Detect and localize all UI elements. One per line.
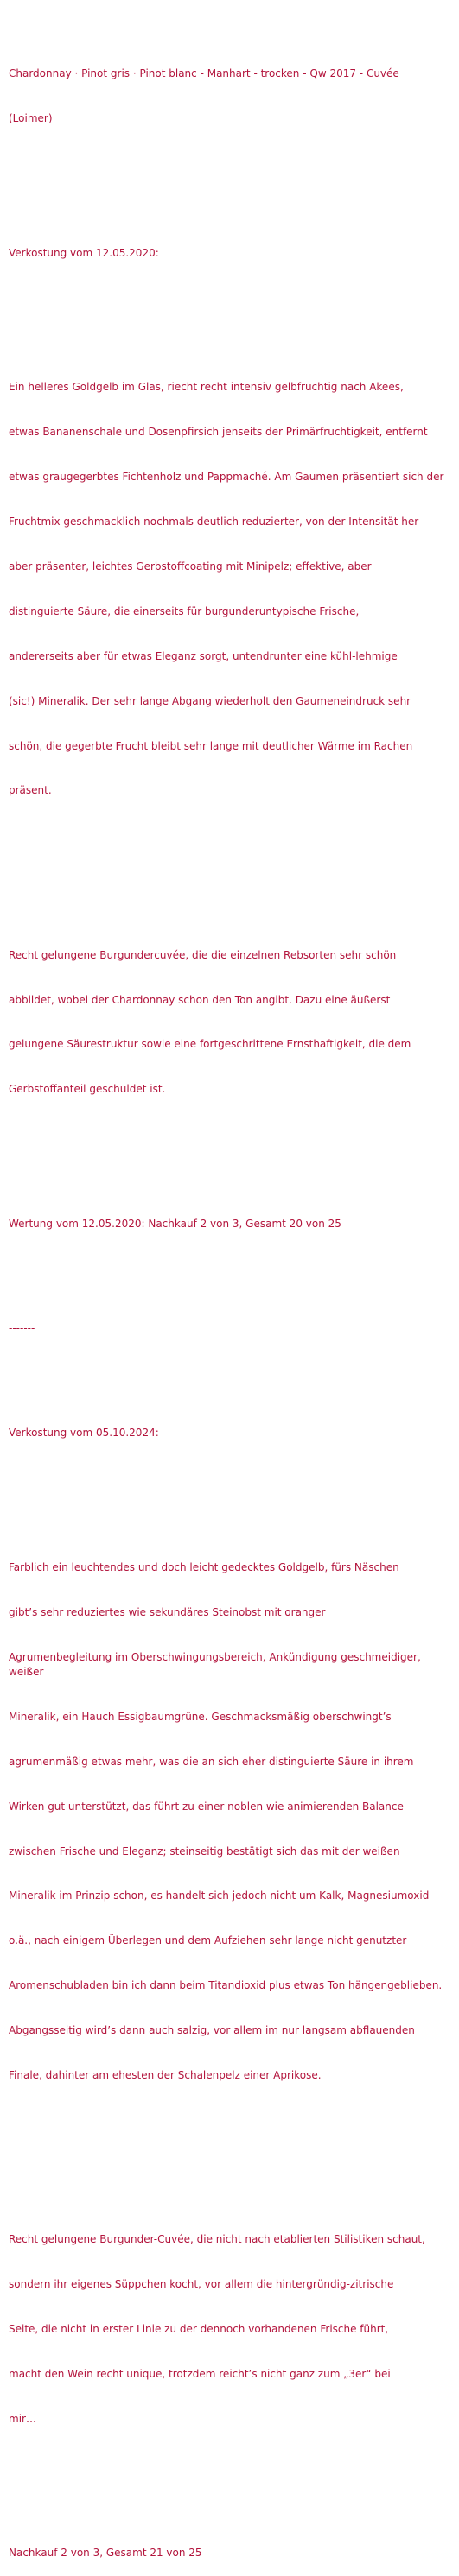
paragraph-line: zwischen Frische und Eleganz; steinseitig bestätigt sich das mit der weißen: [9, 1845, 400, 1858]
tasting-1-heading: Verkostung vom 12.05.2020:: [9, 246, 159, 259]
tasting-2-rating: Nachkauf 2 von 3, Gesamt 21 von 25: [9, 2547, 202, 2560]
wine-title: [9, 37, 455, 156]
paragraph-line: Wirken gut unterstützt, das führt zu einer noblen wie animierenden Balance: [9, 1800, 404, 1813]
wine-title-line: Chardonnay · Pinot gris · Pinot blanc - Manhart - trocken - Qw 2017 - Cuvée: [9, 67, 399, 80]
paragraph-line: Gerbstoffanteil geschuldet ist.: [9, 1083, 166, 1096]
paragraph-line: Aromenschubladen bin ich dann beim Titandioxid plus etwas Ton hängengeblieben.: [9, 1979, 443, 1992]
tasting-note-document: [9, 7, 455, 2576]
paragraph-line: Finale, dahinter am ehesten der Schalenpelz einer Aprikose.: [9, 2068, 322, 2081]
tasting-1-rating: Wertung vom 12.05.2020: Nachkauf 2 von 3, Gesamt 20 von 25: [9, 1218, 341, 1231]
paragraph-line: schön, die gegerbte Frucht bleibt sehr lange mit deutlicher Wärme im Rachen: [9, 739, 413, 752]
paragraph-line: Mineralik, ein Hauch Essigbaumgrüne. Geschmacksmäßig oberschwingt’s: [9, 1710, 392, 1723]
paragraph-line: Recht gelungene Burgundercuvée, die die einzelnen Rebsorten sehr schön: [9, 948, 397, 961]
paragraph-line: agrumenmäßig etwas mehr, was die an sich eher distinguierte Säure in ihrem: [9, 1755, 414, 1768]
paragraph-line: Fruchtmix geschmacklich nochmals deutlich reduzierter, von der Intensität her: [9, 516, 419, 528]
tasting-2-heading: Verkostung vom 05.10.2024:: [9, 1427, 159, 1440]
paragraph-line: gelungene Säurestruktur sowie eine fortgeschrittene Ernsthaftigkeit, die dem: [9, 1038, 411, 1051]
paragraph-line: etwas Bananenschale und Dosenpfirsich jenseits der Primärfruchtigkeit, entfernt: [9, 426, 428, 439]
paragraph-line: Farblich ein leuchtendes und doch leicht gedecktes Goldgelb, fürs Näschen: [9, 1560, 399, 1573]
paragraph-line: andererseits aber für etwas Eleganz sorgt, untendrunter eine kühl-lehmige: [9, 649, 398, 662]
paragraph-line: o.ä., nach einigem Überlegen und dem Aufziehen sehr lange nicht genutzter: [9, 1934, 407, 1947]
paragraph-line: Seite, die nicht in erster Linie zu der dennoch vorhandenen Frische führt,: [9, 2323, 389, 2336]
paragraph-line: abbildet, wobei der Chardonnay schon den Ton angibt. Dazu eine äußerst: [9, 993, 391, 1006]
paragraph-line: Abgangsseitig wird’s dann auch salzig, vor allem im nur langsam abflauenden: [9, 2024, 415, 2037]
paragraph-line: mir…: [9, 2412, 36, 2425]
tasting-2-description: [9, 1530, 455, 2113]
tasting-1-conclusion: [9, 918, 455, 1127]
paragraph-line: Recht gelungene Burgunder-Cuvée, die nicht nach etablierten Stilistiken schaut,: [9, 2233, 425, 2246]
tasting-2-conclusion: [9, 2203, 455, 2457]
paragraph-line: aber präsenter, leichtes Gerbstoffcoating mit Minipelz; effektive, aber: [9, 560, 372, 573]
wine-title-line: (Loimer): [9, 112, 53, 125]
paragraph-line: gibt’s sehr reduziertes wie sekundäres Steinobst mit oranger: [9, 1605, 326, 1618]
paragraph-line: Mineralik im Prinzip schon, es handelt sich jedoch nicht um Kalk, Magnesiumoxid: [9, 1889, 430, 1902]
paragraph-line: Ein helleres Goldgelb im Glas, riecht recht intensiv gelbfruchtig nach Akees,: [9, 381, 404, 394]
paragraph-line: präsent.: [9, 784, 52, 797]
section-separator: -------: [9, 1322, 35, 1335]
paragraph-line: Agrumenbegleitung im Oberschwingungsbereich, Ankündigung geschmeidiger, weißer: [9, 1650, 424, 1678]
paragraph-line: etwas graugegerbtes Fichtenholz und Pappmaché. Am Gaumen präsentiert sich der: [9, 471, 444, 484]
tasting-1-description: [9, 351, 455, 829]
paragraph-line: (sic!) Mineralik. Der sehr lange Abgang wiederholt den Gaumeneindruck sehr: [9, 694, 411, 707]
paragraph-line: macht den Wein recht unique, trotzdem reicht’s nicht ganz zum „3er“ bei: [9, 2367, 391, 2380]
paragraph-line: sondern ihr eigenes Süppchen kocht, vor allem die hintergründig-zitrische: [9, 2278, 394, 2291]
paragraph-line: distinguierte Säure, die einerseits für burgunderuntypische Frische,: [9, 604, 360, 617]
